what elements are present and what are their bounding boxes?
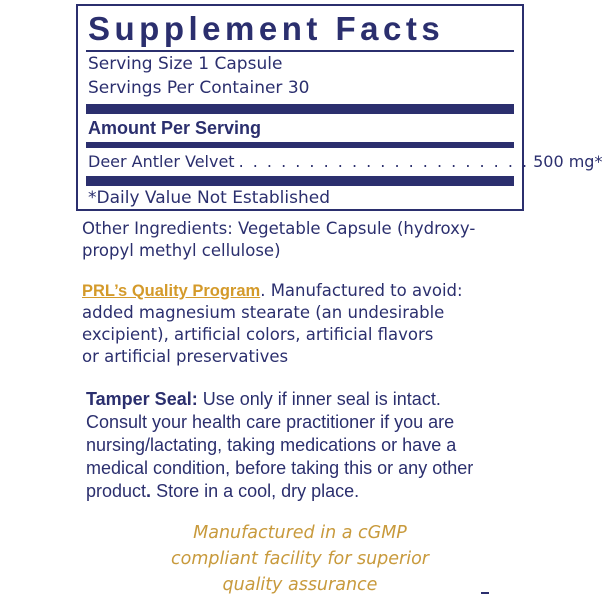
- amount-divider: [86, 142, 514, 148]
- ingredient-leader-dots: . . . . . . . . . . . . . . . . . . . . .: [238, 152, 530, 171]
- other-ingredients-line: propyl methyl cellulose): [82, 241, 281, 260]
- other-ingredients-line: Other Ingredients: Vegetable Capsule (hydroxy-: [82, 219, 476, 238]
- corner-mark: [481, 592, 489, 594]
- tamper-seal-paragraph: [86, 388, 526, 503]
- cgmp-note-line: compliant facility for superior: [171, 549, 429, 569]
- tamper-seal-text: medical condition, before taking this or any other: [86, 458, 474, 478]
- daily-value-note: *Daily Value Not Established: [88, 188, 330, 208]
- ingredient-row: [88, 152, 602, 171]
- tamper-seal-text: nursing/lactating, taking medications or have a: [86, 435, 457, 455]
- ingredient-name: Deer Antler Velvet: [88, 152, 235, 171]
- supplement-facts-panel: [76, 4, 602, 211]
- facts-title: Supplement Facts: [88, 10, 445, 47]
- quality-program-text: or artificial preservatives: [82, 347, 289, 366]
- quality-program-text: excipient), artificial colors, artificial flavors: [82, 325, 434, 344]
- serving-size: Serving Size 1 Capsule: [88, 54, 283, 74]
- tamper-seal-period: .: [146, 481, 152, 501]
- ingredient-divider: [86, 176, 514, 186]
- tamper-seal-text: product: [86, 481, 147, 501]
- cgmp-note-line: Manufactured in a cGMP: [193, 523, 407, 543]
- tamper-seal-text: Use only if inner seal is intact.: [197, 389, 441, 409]
- ingredient-amount: 500 mg*: [533, 152, 602, 171]
- quality-program-paragraph: [82, 280, 532, 368]
- quality-program-link[interactable]: PRL’s Quality Program: [82, 282, 261, 300]
- cgmp-note-line: quality assurance: [222, 575, 378, 595]
- amount-per-serving-heading: Amount Per Serving: [88, 118, 262, 138]
- title-divider: [86, 50, 514, 52]
- servings-per-container: Servings Per Container 30: [88, 78, 310, 98]
- cgmp-note: [100, 520, 500, 598]
- quality-program-text: . Manufactured to avoid:: [260, 281, 463, 300]
- tamper-seal-text: Store in a cool, dry place.: [151, 481, 360, 501]
- tamper-seal-text: Consult your health care practitioner if you are: [86, 412, 455, 432]
- servings-divider: [86, 104, 514, 114]
- quality-program-text: added magnesium stearate (an undesirable: [82, 303, 445, 322]
- tamper-seal-label: Tamper Seal:: [86, 389, 198, 409]
- other-ingredients: [82, 218, 532, 262]
